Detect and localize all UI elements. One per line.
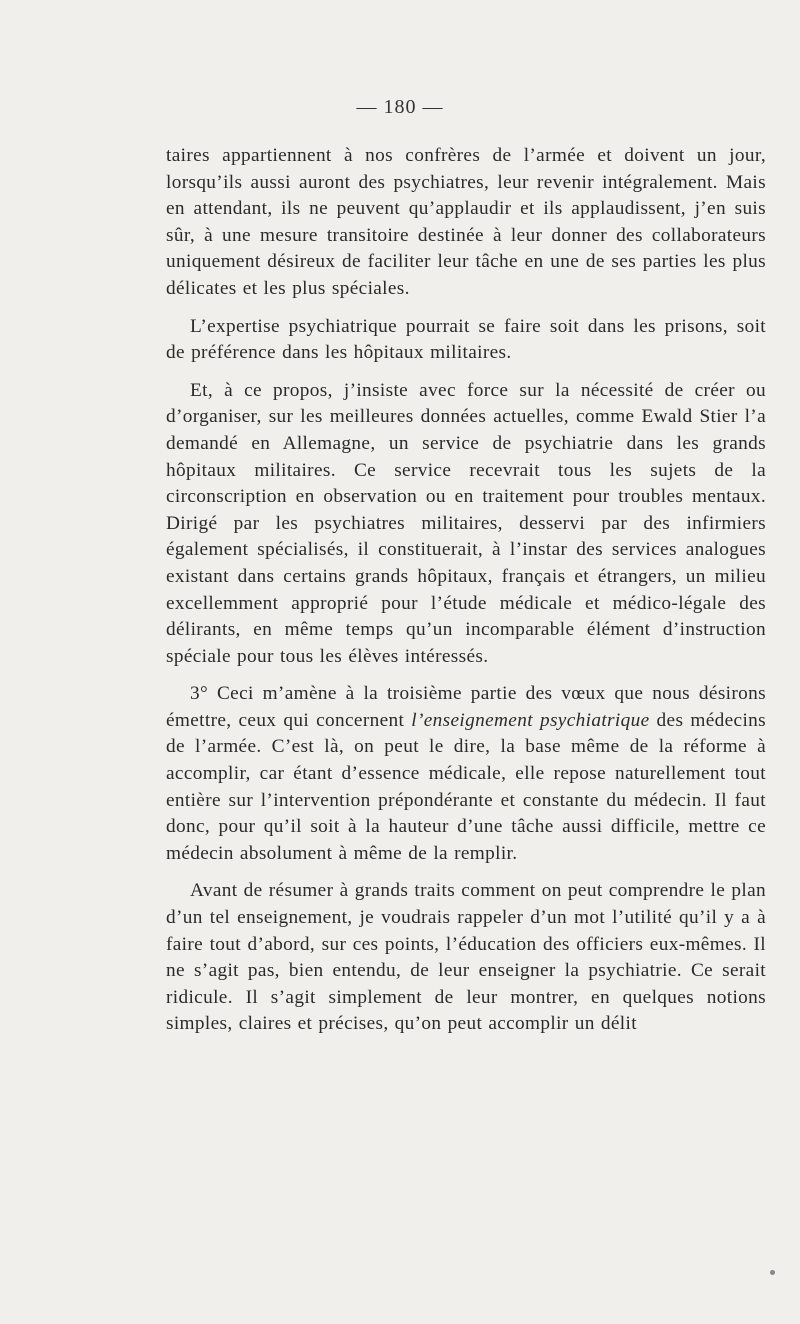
paragraph-4-after: des médecins de l’armée. C’est là, on peut le dire, la base même de la réforme à accomplir, car étant d’essence médicale, elle repose naturellement tout entière sur l’intervention prépondérante et constante du médecin. Il faut donc, pour qu’il soit à la hauteur d’une tâche aussi difficile, mettre ce médecin absolument à même de la remplir.	[166, 709, 766, 864]
paragraph-4-emphasis: l’enseignement psychiatrique	[411, 709, 650, 731]
paragraph-1: taires appartiennent à nos confrères de l’armée et doivent un jour, lorsqu’ils aussi auront des psychiatres, leur revenir intégralement. Mais en attendant, ils ne peuvent qu’applaudir et ils applaudissent, j’en suis sûr, à une mesure transitoire destinée à leur donner des collaborateurs uniquement désireux de faciliter leur tâche en une de ses parties les plus délicates et les plus spéciales.	[166, 145, 766, 299]
ink-speck	[770, 1270, 775, 1275]
body-text	[166, 143, 766, 1049]
paragraph-4-before: 3° Ceci m’amène à la troisième partie des vœux que nous désirons émettre, ceux qui concernent	[166, 683, 766, 731]
paragraph-2: L’expertise psychiatrique pourrait se faire soit dans les prisons, soit de préférence dans les hôpitaux militaires.	[166, 315, 766, 364]
paragraph-5: Avant de résumer à grands traits comment on peut comprendre le plan d’un tel enseignement, je voudrais rappeler d’un mot l’utilité qu’il y a à faire tout d’abord, sur ces points, l’éducation des officiers eux-mêmes. Il ne s’agit pas, bien entendu, de leur enseigner la psychiatrie. Ce serait ridicule. Il s’agit simplement de leur montrer, en quelques notions simples, claires et précises, qu’on peut accomplir un délit	[166, 880, 766, 1035]
paragraph-3: Et, à ce propos, j’insiste avec force sur la nécessité de créer ou d’organiser, sur les meilleures données actuelles, comme Ewald Stier l’a demandé en Allemagne, un service de psychiatrie dans les grands hôpitaux militaires. Ce service recevrait tous les sujets de la circonscription en observation ou en traitement pour troubles mentaux. Dirigé par les psychiatres militaires, desservi par des infirmiers également spécialisés, il constituerait, à l’instar des services analogues existant dans certains grands hôpitaux, français et étrangers, un milieu excellemment approprié pour l’étude médicale et médico-légale des délirants, en même temps qu’un incomparable élément d’instruction spéciale pour tous les élèves intéressés.	[166, 379, 766, 667]
paragraph-4	[166, 681, 766, 867]
page-number: — 180 —	[356, 96, 444, 118]
